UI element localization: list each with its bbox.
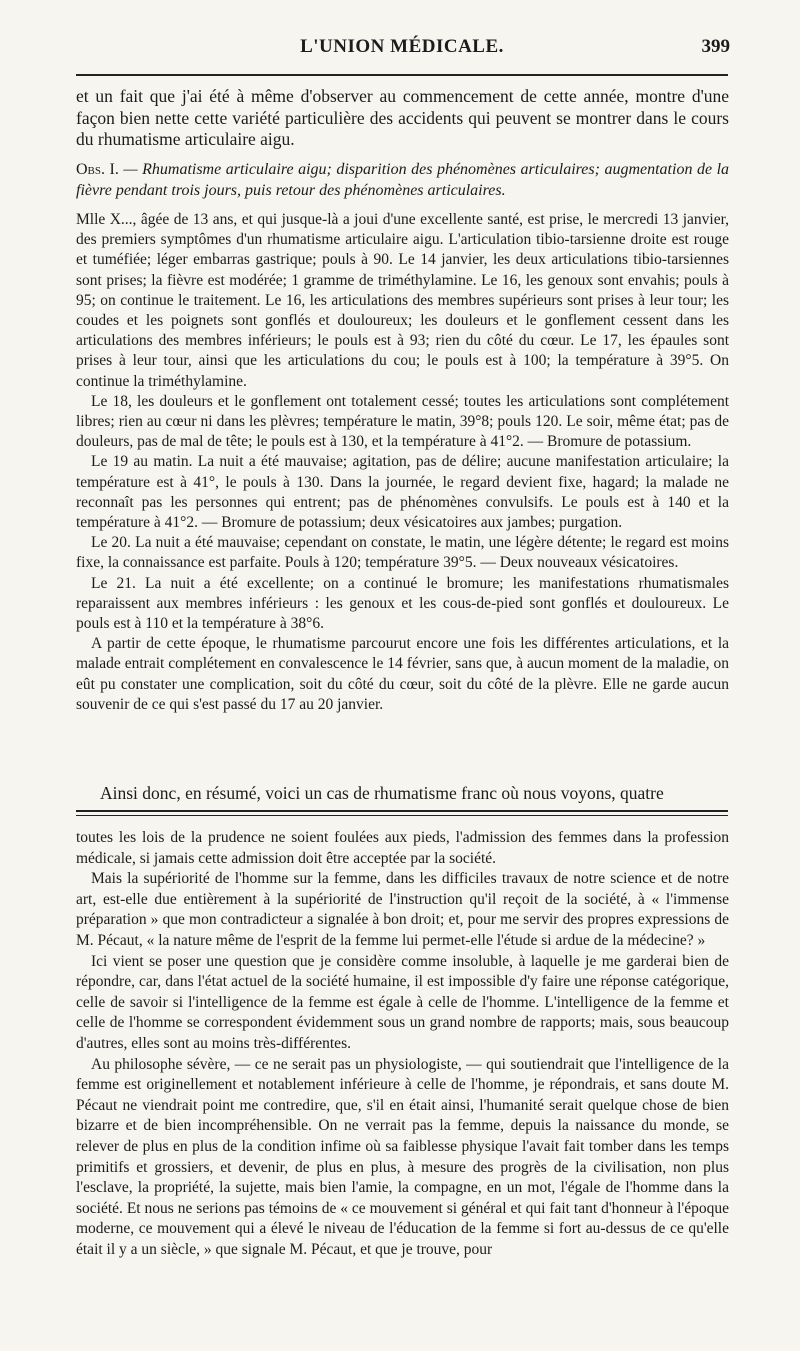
- page-number: 399: [701, 36, 730, 57]
- case-paragraph: A partir de cette époque, le rhumatisme parcourut encore une fois les différentes articulations, et la malade entrait complétement en convalescence le 14 février, sans que, à aucun moment de la maladie, on eût pu constater une complication, soit du côté du cœur, soit du côté de la plèvre. Elle ne garde aucun souvenir de ce qui s'est passé du 17 au 20 janvier.: [76, 635, 729, 713]
- feuilleton-paragraph: Mais la supériorité de l'homme sur la femme, dans les difficiles travaux de notre science et de notre art, est-elle due entièrement à la supériorité de l'instruction qu'il reçoit de la société, à « l'immense préparation » que mon contradicteur a signalée à bon droit; et, pour me servir des propres expressions de M. Pécaut, « la nature même de l'esprit de la femme lui permet-elle l'étude si ardue de la médecine? »: [76, 870, 729, 949]
- case-paragraph: Le 20. La nuit a été mauvaise; cependant on constate, le matin, une légère détente; le regard est moins fixe, la connaissance est parfaite. Pouls à 120; température 39°5. — Deux nouveaux vésicatoires.: [76, 534, 729, 572]
- intro-paragraph: [76, 86, 729, 151]
- case-paragraph: Le 18, les douleurs et le gonflement ont totalement cessé; toutes les articulations sont complétement libres; rien au cœur ni dans les plèvres; température le matin, 39°8; pouls 120. Le soir, même état; pas de douleurs, pas de mal de tête; le pouls est à 130, et la température à 41°2. — Bromure de potassium.: [76, 392, 729, 451]
- intro-text: et un fait que j'ai été à même d'observer au commencement de cette année, montre d'une façon bien nette cette variété particulière des accidents qui peuvent se montrer dans le cours du rhumatisme articulaire aigu.: [76, 86, 729, 149]
- header-rule: [76, 74, 728, 76]
- running-title: L'UNION MÉDICALE.: [300, 36, 504, 57]
- observation-heading: [76, 160, 729, 201]
- feuilleton-paragraph: Au philosophe sévère, — ce ne serait pas un physiologiste, — qui soutiendrait que l'intelligence de la femme est originellement et notablement inférieure à celle de l'homme, je répondrais, et sans doute M. Pécaut ne viendrait point me contredire, que, s'il en était ainsi, l'humanité serait quelque chose de bien bizarre et de bien incompréhensible. On ne verrait pas la femme, depuis la naissance du monde, se relever de plus en plus de la condition infime où sa faiblesse physique l'avait fait tomber dans les temps primitifs et grossiers, et devenir, de plus en plus, à mesure des progrès de la civilisation, non plus l'esclave, la propriété, la sujette, mais bien l'amie, la compagne, en un mot, l'égale de l'homme dans la société. Et nous ne serions pas témoins de « ce mouvement si général et qui fait tant d'honneur à l'époque moderne, ce mouvement qui a élevé le niveau de l'éducation de la femme si fort au-dessus de ce qu'elle était il y a un siècle, » que signale M. Pécaut, et que je trouve, pour: [76, 1055, 729, 1258]
- case-report: [76, 210, 729, 715]
- resume-line: Ainsi donc, en résumé, voici un cas de rhumatisme franc où nous voyons, quatre: [100, 783, 664, 803]
- feuilleton-paragraph: Ici vient se poser une question que je considère comme insoluble, à laquelle je me garderai bien de répondre, car, dans l'état actuel de la société humaine, il est impossible d'y faire une réponse catégorique, celle de savoir si l'intelligence de la femme est égale à celle de l'homme. L'intelligence de la femme et celle de l'homme se correspondent évidemment sous un grand nombre de rapports; mais, sous beaucoup d'autres, elles sont au moins très-différentes.: [76, 952, 729, 1052]
- page-header: [74, 36, 730, 66]
- observation-lead: Obs. I.: [76, 161, 119, 178]
- feuilleton-rule-bottom: [76, 815, 728, 816]
- feuilleton-rule-top: [76, 810, 728, 812]
- feuilleton-section: [76, 828, 729, 1260]
- observation-title: — Rhumatisme articulaire aigu; disparition des phénomènes articulaires; augmentation de la fièvre pendant trois jours, puis retour des phénomènes articulaires.: [76, 161, 730, 199]
- feuilleton-paragraph: toutes les lois de la prudence ne soient foulées aux pieds, l'admission des femmes dans la profession médicale, si jamais cette admission doit être acceptée par la société.: [76, 829, 729, 867]
- case-paragraph: Le 19 au matin. La nuit a été mauvaise; agitation, pas de délire; aucune manifestation articulaire; la température est à 41°, le pouls à 130. Dans la journée, le regard devient fixe, hagard; la malade ne reconnaît pas les personnes qui entrent; pas de phénomènes convulsifs. Le pouls est à 140 et la température à 41°2. — Bromure de potassium; deux vésicatoires aux jambes; purgation.: [76, 453, 729, 532]
- case-paragraph: Le 21. La nuit a été excellente; on a continué le bromure; les manifestations rhumatismales reparaissent aux membres inférieurs : les genoux et les cous-de-pied sont gonflés et douloureux. Le pouls est à 110 et la température à 38°6.: [76, 574, 729, 633]
- case-paragraph: Mlle X..., âgée de 13 ans, et qui jusque-là a joui d'une excellente santé, est prise, le mercredi 13 janvier, des premiers symptômes d'un rhumatisme articulaire aigu. L'articulation tibio-tarsienne droite est rouge et tuméfiée; léger embarras gastrique; pouls à 90. Le 14 janvier, les deux articulations tibio-tarsiennes sont prises; la fièvre est modérée; 1 gramme de triméthylamine. Le 16, les genoux sont envahis; pouls à 95; on continue le traitement. Le 16, les articulations des membres supérieurs sont prises à leur tour; les coudes et les poignets sont gonflés et douloureux; les douleurs et le gonflement cessent dans les articulations des membres inférieurs; le pouls est à 93; rien du côté du cœur. Le 17, les épaules sont prises à leur tour, ainsi que les articulations du cou; le pouls est à 100; la température à 39°5. On continue la triméthylamine.: [76, 211, 729, 390]
